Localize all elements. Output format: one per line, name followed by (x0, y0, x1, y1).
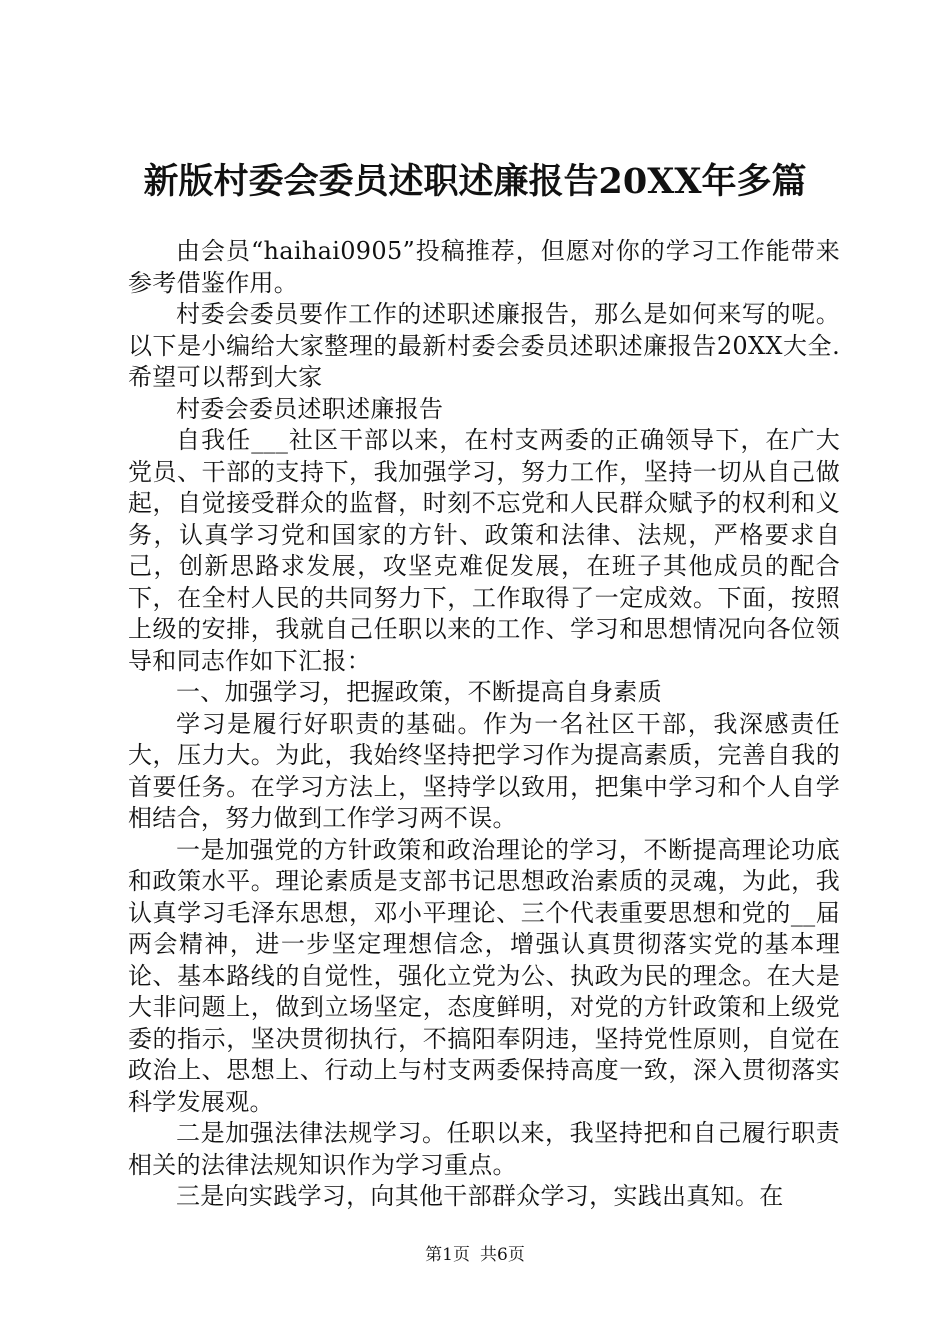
paragraph-subtitle: 村委会委员述职述廉报告 (176, 394, 444, 423)
paragraph-study: 学习是履行好职责的基础。作为一名社区干部，我深感责任大，压力大。为此，我始终坚持把学习作为提高素质，完善自我的首要任务。在学习方法上，坚持学以致用，把集中学习和个人自学相结合，努力做到工作学习两不误。 (128, 709, 840, 832)
page-number: 第1页 (425, 1245, 470, 1265)
section-heading-1: 一、加强学习，把握政策，不断提高自身素质 (176, 678, 662, 706)
paragraph-opening: 自我任___社区干部以来，在村支两委的正确领导下，在广大党员、干部的支持下，我加强学习，努力工作，坚持一切从自己做起，自觉接受群众的监督，时刻不忘党和人民群众赋予的权利和义务，认真学习党和国家的方针、政策和法律、法规，严格要求自己，创新思路求发展，攻坚克难促发展，在班子其他成员的配合下，在全村人民的共同努力下，工作取得了一定成效。下面，按照上级的安排，我就自己任职以来的工作、学习和思想情况向各位领导和同志作如下汇报： (128, 426, 840, 675)
page-footer (0, 1243, 950, 1267)
paragraph-point-2: 二是加强法律法规学习。任职以来，我坚持把和自己履行职责相关的法律法规知识作为学习重点。 (128, 1119, 840, 1179)
paragraph-point-1: 一是加强党的方针政策和政治理论的学习，不断提高理论功底和政策水平。理论素质是支部书记思想政治素质的灵魂，为此，我认真学习毛泽东思想，邓小平理论、三个代表重要思想和党的__届两会精神，进一步坚定理想信念，增强认真贯彻落实党的基本理论、基本路线的自觉性，强化立党为公、执政为民的理念。在大是大非问题上，做到立场坚定，态度鲜明，对党的方针政策和上级党委的指示，坚决贯彻执行，不搞阳奉阴违，坚持党性原则，自觉在政治上、思想上、行动上与村支两委保持高度一致，深入贯彻落实科学发展观。 (128, 835, 840, 1116)
paragraph-intro: 由会员“haihai0905”投稿推荐，但愿对你的学习工作能带来参考借鉴作用。 (128, 237, 840, 297)
paragraph-point-3: 三是向实践学习，向其他干部群众学习，实践出真知。在 (176, 1182, 784, 1210)
document-title: 新版村委会委员述职述廉报告20XX年多篇 (143, 161, 807, 202)
paragraph-preface: 村委会委员要作工作的述职述廉报告，那么是如何来写的呢。以下是小编给大家整理的最新村委会委员述职述廉报告20XX大全.希望可以帮到大家 (128, 300, 840, 391)
document-body (128, 236, 840, 1213)
page-total: 共6页 (480, 1245, 525, 1265)
